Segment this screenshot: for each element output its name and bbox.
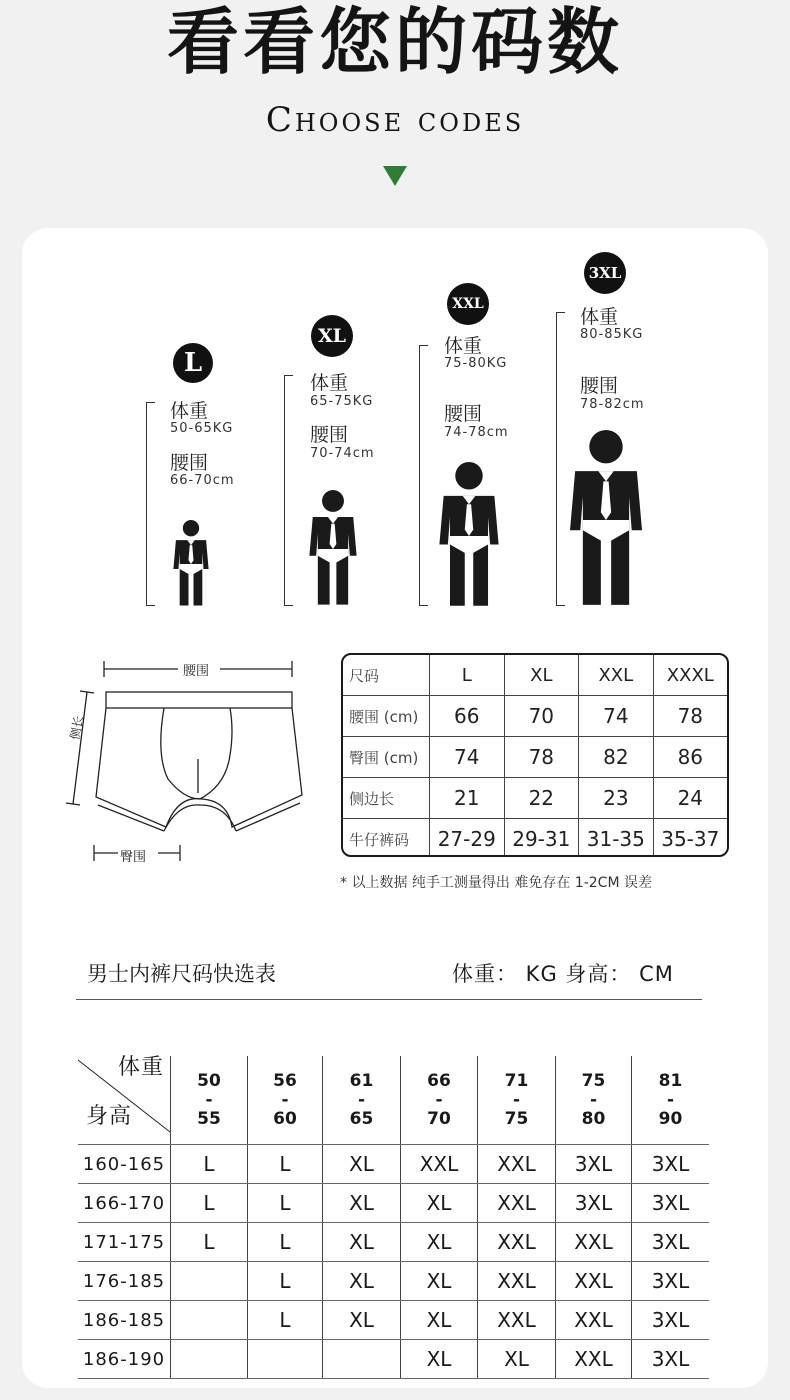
spec-header-cell: L [430,655,505,696]
waist-value: 70-74cm [310,446,375,461]
spec-cell: 78 [504,737,579,778]
spec-cell: 腰围 (cm) [343,696,430,737]
waist-value: 78-82cm [580,397,645,412]
weight-header-cell [556,1056,632,1145]
height-cell: 186-190 [78,1340,171,1379]
spec-cell: 35-37 [653,819,727,858]
weight-dash: - [435,1089,443,1110]
waist-label: 腰围 [444,403,483,425]
spec-cell: 82 [579,737,654,778]
weight-min: 56 [273,1070,297,1091]
man-figure-icon [307,490,359,608]
weight-label: 体重 [310,372,349,394]
waist-value: 66-70cm [170,473,235,488]
size-bracket [556,312,565,606]
height-cell: 186-185 [78,1301,171,1340]
size-cell: XXL [478,1223,556,1262]
size-cell [248,1340,323,1379]
height-cell: 166-170 [78,1184,171,1223]
weight-max: 65 [349,1108,374,1129]
size-cell: XL [478,1340,556,1379]
table-row [78,1340,709,1379]
spec-header-cell: XL [504,655,579,696]
weight-dash: - [205,1089,213,1110]
weight-max: 75 [504,1108,529,1129]
spec-cell: 74 [430,737,505,778]
weight-header-cell [248,1056,323,1145]
size-spec-table [341,653,729,857]
size-cell: L [171,1145,248,1184]
size-bracket [284,375,293,606]
weight-dash: - [589,1089,598,1110]
weight-min: 75 [581,1070,606,1091]
size-cell: XL [401,1301,478,1340]
size-cell: L [248,1223,323,1262]
weight-label: 体重 [170,400,209,422]
weight-min: 61 [349,1070,374,1091]
weight-min: 66 [427,1070,451,1091]
weight-min: 81 [658,1070,683,1091]
weight-label: 体重 [444,335,483,357]
page-subtitle: Choose codes [265,100,525,140]
table-row [78,1145,709,1184]
size-badge-l: L [173,343,213,383]
spec-header-cell: XXXL [653,655,727,696]
size-cell: 3XL [632,1301,710,1340]
weight-min: 50 [197,1070,221,1091]
size-cell: XL [401,1262,478,1301]
size-cell: XL [323,1301,401,1340]
size-cell: L [248,1184,323,1223]
weight-max: 70 [427,1108,451,1129]
man-figure-icon [437,462,501,610]
spec-cell: 29-31 [504,819,579,858]
diagram-side-label: 侧长 [67,714,86,741]
waist-label: 腰围 [580,375,619,397]
size-cell: L [171,1184,248,1223]
size-cell: XL [323,1145,401,1184]
diagram-waist-label: 腰围 [183,664,210,679]
spec-cell: 牛仔裤码 [343,819,430,858]
size-cell [171,1301,248,1340]
weight-max: 80 [581,1108,606,1129]
spec-cell: 66 [430,696,505,737]
size-cell: XL [323,1223,401,1262]
size-cell: XL [401,1340,478,1379]
quick-header-row [78,1056,709,1145]
weight-value: 75-80KG [444,356,508,371]
quick-chart-title: 男士内裤尺码快选表 [87,962,276,986]
weight-header-cell [171,1056,248,1145]
spec-cell: 74 [579,696,654,737]
waist-value: 74-78cm [444,425,509,440]
weight-value: 50-65KG [170,421,234,436]
size-cell: XXL [556,1340,632,1379]
diagram-hip-label: 臀围 [120,850,147,865]
size-cell: XXL [478,1184,556,1223]
weight-dash: - [357,1089,366,1110]
spec-row [343,819,727,858]
size-cell: XXL [478,1262,556,1301]
quick-size-table [78,1056,709,1379]
man-figure-icon [172,520,210,608]
table-row [78,1301,709,1340]
weight-max: 55 [197,1108,221,1129]
underwear-diagram [60,655,310,865]
size-cell: L [248,1145,323,1184]
height-cell: 171-175 [78,1223,171,1262]
corner-cell [78,1056,171,1145]
waist-label: 腰围 [170,452,209,474]
measurement-note: * 以上数据 纯手工测量得出 难免存在 1-2CM 误差 [340,875,652,891]
size-cell: XXL [401,1145,478,1184]
size-cell: 3XL [632,1262,710,1301]
spec-header-row [343,655,727,696]
quick-chart-units: 体重： KG 身高： CM [452,962,674,986]
spec-header-cell: 尺码 [343,655,430,696]
spec-cell: 臀围 (cm) [343,737,430,778]
size-cell: 3XL [632,1184,710,1223]
spec-cell: 70 [504,696,579,737]
page-title: 看看您的码数 [166,0,623,84]
weight-min: 71 [504,1070,529,1091]
spec-row [343,778,727,819]
weight-dash: - [666,1089,675,1110]
weight-value: 80-85KG [580,327,644,342]
size-badge-xl: XL [311,315,353,357]
size-cell: 3XL [556,1145,632,1184]
height-cell: 160-165 [78,1145,171,1184]
weight-dash: - [512,1089,521,1110]
spec-cell: 21 [430,778,505,819]
spec-cell: 24 [653,778,727,819]
weight-header-cell [478,1056,556,1145]
spec-cell: 31-35 [579,819,654,858]
size-cell: 3XL [632,1340,710,1379]
size-bracket [419,345,428,606]
weight-header-cell [401,1056,478,1145]
size-cell: XXL [556,1262,632,1301]
spec-cell: 23 [579,778,654,819]
weight-max: 60 [273,1108,297,1129]
size-cell: XL [323,1184,401,1223]
weight-header-cell [632,1056,710,1145]
weight-label: 体重 [580,306,619,328]
spec-cell: 27-29 [430,819,505,858]
size-badge-xxl: XXL [447,283,489,325]
corner-weight-label: 体重 [117,1055,164,1080]
size-bracket [146,402,155,606]
size-cell: XL [401,1223,478,1262]
size-cell: 3XL [632,1223,710,1262]
size-cell: 3XL [556,1184,632,1223]
down-arrow-icon [383,166,407,186]
size-cell: XXL [556,1301,632,1340]
size-cell: XXL [478,1145,556,1184]
waist-label: 腰围 [310,424,349,446]
size-cell [323,1340,401,1379]
spec-header-cell: XXL [579,655,654,696]
size-cell: L [171,1223,248,1262]
size-cell [171,1340,248,1379]
size-cell: L [248,1262,323,1301]
table-row [78,1223,709,1262]
height-cell: 176-185 [78,1262,171,1301]
weight-max: 90 [658,1108,683,1129]
man-figure-icon [567,430,645,610]
weight-header-cell [323,1056,401,1145]
weight-value: 65-75KG [310,394,374,409]
spec-cell: 22 [504,778,579,819]
spec-row [343,737,727,778]
size-cell: XL [323,1262,401,1301]
spec-cell: 侧边长 [343,778,430,819]
size-cell: XL [401,1184,478,1223]
spec-row [343,696,727,737]
size-cell: 3XL [632,1145,710,1184]
size-cell: XXL [478,1301,556,1340]
spec-cell: 78 [653,696,727,737]
size-cell: L [248,1301,323,1340]
size-badge-3xl: 3XL [584,252,626,294]
table-row [78,1184,709,1223]
size-cell [171,1262,248,1301]
weight-dash: - [281,1089,289,1110]
divider [76,999,702,1000]
spec-cell: 86 [653,737,727,778]
corner-height-label: 身高 [86,1104,133,1129]
size-cell: XXL [556,1223,632,1262]
table-row [78,1262,709,1301]
